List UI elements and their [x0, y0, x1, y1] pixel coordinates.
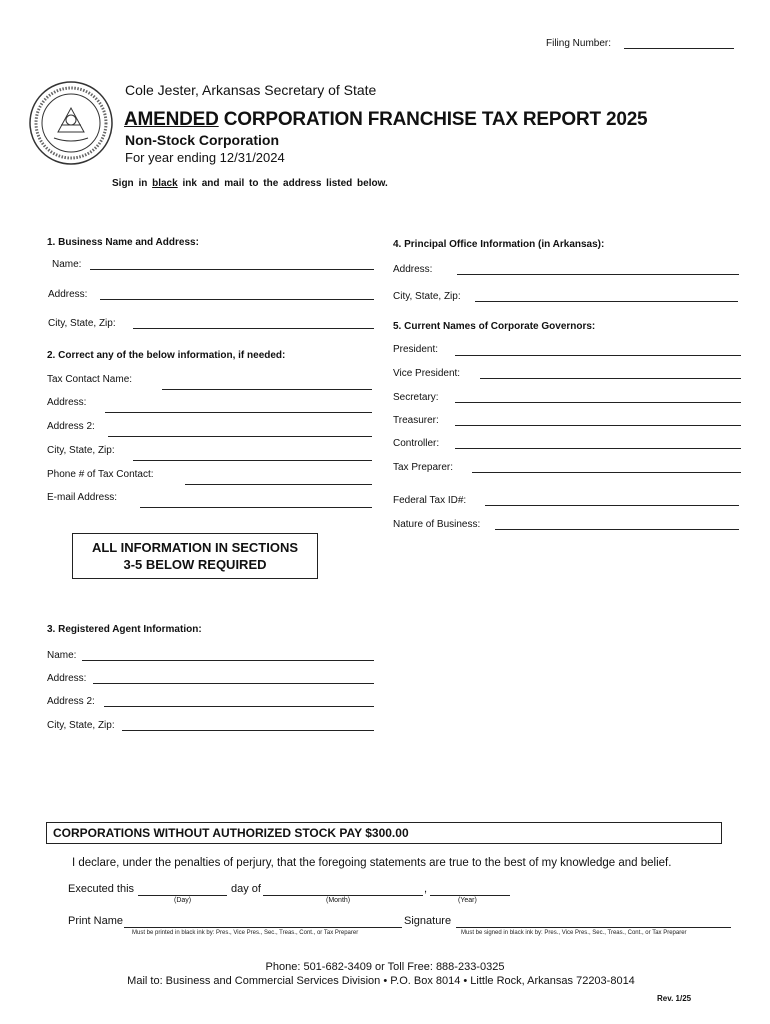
s5-vp-field[interactable]	[480, 378, 741, 379]
s4-city-field[interactable]	[475, 301, 738, 302]
sign-instruction	[112, 178, 388, 189]
filing-number-field[interactable]	[624, 48, 734, 49]
s5-federal-id-field[interactable]	[485, 505, 739, 506]
s3-address2-label: Address 2:	[47, 696, 95, 707]
s3-address2-field[interactable]	[104, 706, 374, 707]
s5-controller-label: Controller:	[393, 438, 440, 449]
year-ending: For year ending 12/31/2024	[125, 150, 285, 165]
s3-city-label: City, State, Zip:	[47, 720, 115, 731]
signature-label: Signature	[404, 915, 452, 927]
signature-field[interactable]	[456, 927, 731, 928]
required-notice-box	[72, 533, 318, 579]
s5-controller-field[interactable]	[455, 448, 741, 449]
s5-nature-field[interactable]	[495, 529, 739, 530]
s2-phone-field[interactable]	[185, 484, 372, 485]
print-name-label: Print Name	[68, 915, 124, 927]
s2-city-label: City, State, Zip:	[47, 445, 115, 456]
s5-secretary-field[interactable]	[455, 402, 741, 403]
footer-phone: Phone: 501-682-3409 or Toll Free: 888-233-0325	[265, 961, 505, 973]
section2-heading: 2. Correct any of the below information, if needed:	[47, 350, 286, 361]
s2-tax-contact-label: Tax Contact Name:	[47, 374, 133, 385]
s1-city-field[interactable]	[133, 328, 374, 329]
print-name-note: Must be printed in black ink by: Pres., Vice Pres., Sec., Treas., Cont., or Tax Preparer	[132, 930, 359, 936]
s4-city-label: City, State, Zip:	[393, 291, 461, 302]
print-name-field[interactable]	[124, 927, 402, 928]
s3-city-field[interactable]	[122, 730, 374, 731]
s3-address-field[interactable]	[93, 683, 374, 684]
s4-address-label: Address:	[393, 264, 433, 275]
day-of-label: day of	[231, 883, 261, 895]
pay-amount-box: CORPORATIONS WITHOUT AUTHORIZED STOCK PAY $300.00	[46, 822, 722, 844]
executed-month-field[interactable]	[263, 895, 423, 896]
title-rest: CORPORATION FRANCHISE TAX REPORT 2025	[218, 109, 648, 130]
required-line2: 3-5 BELOW REQUIRED	[123, 557, 267, 572]
revision: Rev. 1/25	[657, 994, 692, 1003]
s2-address-field[interactable]	[105, 412, 372, 413]
footer-mail: Mail to: Business and Commercial Services Division • P.O. Box 8014 • Little Rock, Arkansas 72203-8014	[127, 975, 635, 987]
s3-name-label: Name:	[47, 650, 77, 661]
filing-number-label: Filing Number:	[546, 38, 612, 49]
s1-name-label: Name:	[52, 259, 82, 270]
declaration-text: I declare, under the penalties of perjury, that the foregoing statements are true to the best of my knowledge and belief.	[72, 857, 672, 869]
s5-tax-preparer-field[interactable]	[472, 472, 741, 473]
s2-email-label: E-mail Address:	[47, 492, 118, 503]
s2-city-field[interactable]	[133, 460, 372, 461]
sign-pre: Sign in	[112, 178, 153, 189]
s5-secretary-label: Secretary:	[393, 392, 439, 403]
sign-black: black	[152, 178, 178, 189]
s5-treasurer-field[interactable]	[455, 425, 741, 426]
day-caption: (Day)	[174, 897, 192, 904]
s2-email-field[interactable]	[140, 507, 372, 508]
arkansas-seal-icon	[28, 80, 114, 166]
s1-address-label: Address:	[48, 289, 88, 300]
s5-president-field[interactable]	[455, 355, 741, 356]
year-caption: (Year)	[458, 897, 477, 904]
s5-treasurer-label: Treasurer:	[393, 415, 439, 426]
form-subtitle: Non-Stock Corporation	[125, 132, 279, 148]
s2-phone-label: Phone # of Tax Contact:	[47, 469, 154, 480]
s2-address-label: Address:	[47, 397, 87, 408]
s2-tax-contact-field[interactable]	[162, 389, 372, 390]
s1-city-label: City, State, Zip:	[48, 318, 116, 329]
executed-comma: ,	[424, 883, 428, 895]
section5-heading: 5. Current Names of Corporate Governors:	[393, 321, 596, 332]
section4-heading: 4. Principal Office Information (in Arkansas):	[393, 239, 605, 250]
s5-nature-label: Nature of Business:	[393, 519, 481, 530]
s5-federal-id-label: Federal Tax ID#:	[393, 495, 467, 506]
s3-address-label: Address:	[47, 673, 87, 684]
title-amended: AMENDED	[124, 109, 219, 130]
s5-vp-label: Vice President:	[393, 368, 461, 379]
secretary-name: Cole Jester, Arkansas Secretary of State	[125, 82, 377, 98]
s3-name-field[interactable]	[82, 660, 374, 661]
sign-post: ink and mail to the address listed below.	[177, 178, 388, 189]
month-caption: (Month)	[326, 897, 351, 904]
s1-address-field[interactable]	[100, 299, 374, 300]
executed-year-field[interactable]	[430, 895, 510, 896]
s4-address-field[interactable]	[457, 274, 739, 275]
s2-address2-field[interactable]	[108, 436, 372, 437]
required-line1: ALL INFORMATION IN SECTIONS	[91, 540, 299, 555]
form-title	[124, 109, 647, 131]
signature-note: Must be signed in black ink by: Pres., Vice Pres., Sec., Treas., Cont., or Tax Preparer	[461, 930, 687, 936]
executed-day-field[interactable]	[138, 895, 227, 896]
s5-tax-preparer-label: Tax Preparer:	[393, 462, 454, 473]
executed-this-label: Executed this	[68, 883, 135, 895]
s2-address2-label: Address 2:	[47, 421, 95, 432]
s1-name-field[interactable]	[90, 269, 374, 270]
section1-heading: 1. Business Name and Address:	[47, 237, 199, 248]
section3-heading: 3. Registered Agent Information:	[47, 624, 202, 635]
s5-president-label: President:	[393, 344, 439, 355]
